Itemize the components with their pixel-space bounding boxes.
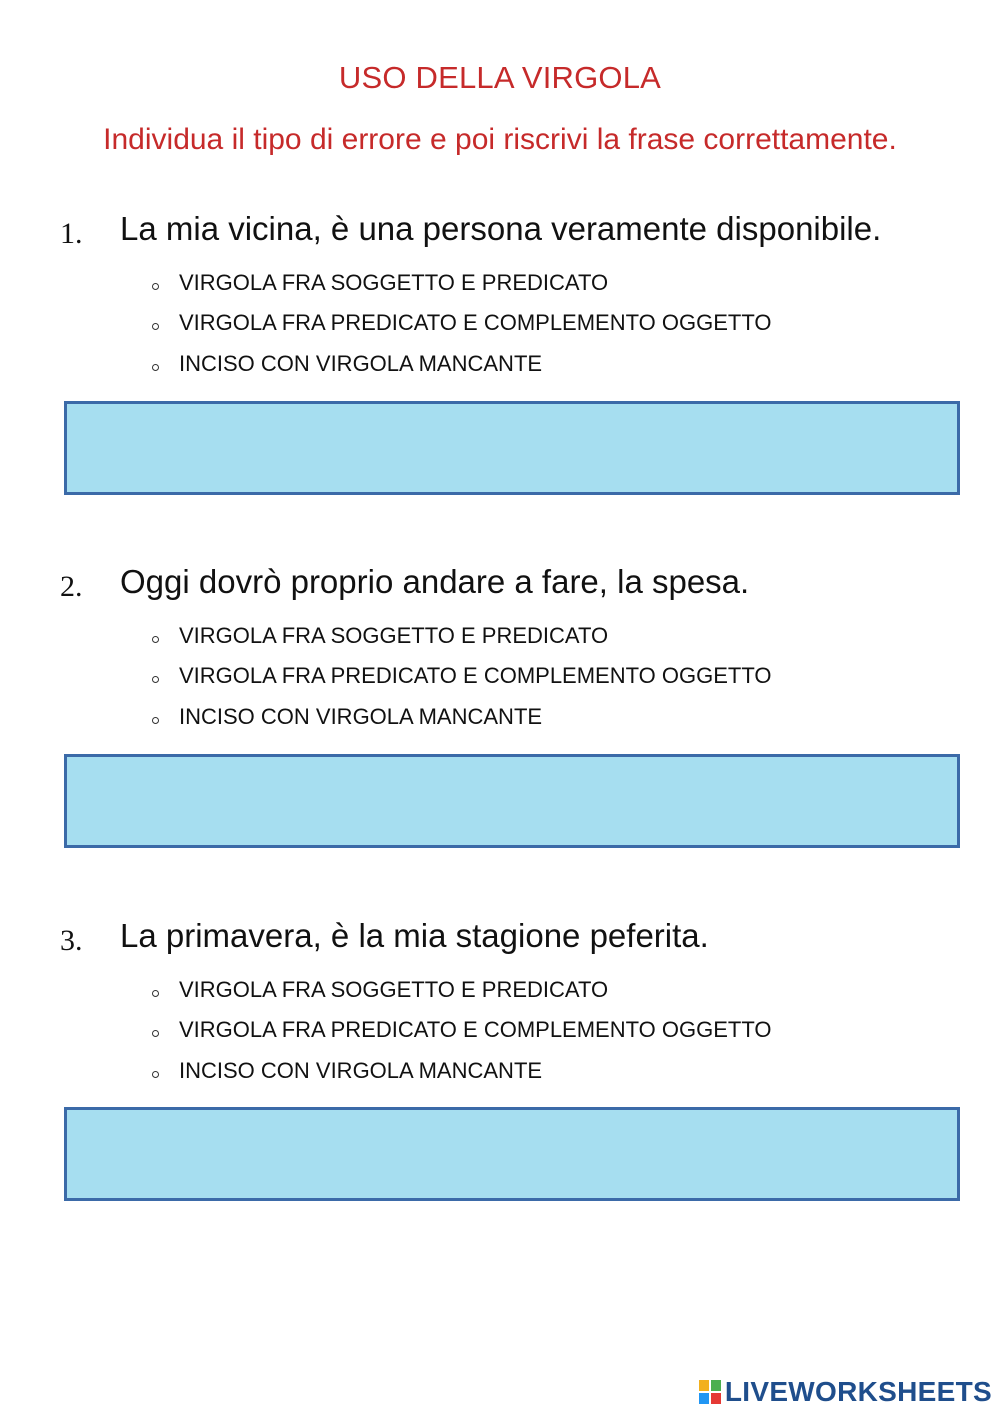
radio-circle-icon[interactable] [152,1030,159,1037]
brand-name: LIVEWORKSHEETS [724,1376,992,1407]
radio-circle-icon[interactable] [152,717,159,724]
worksheet-title: USO DELLA VIRGOLA [338,60,662,95]
option-item[interactable] [150,349,910,379]
liveworksheets-logo-icon [698,1379,722,1405]
liveworksheets-brand [698,1376,992,1408]
option-label: INCISO CON VIRGOLA MANCANTE [179,1058,543,1083]
question-number: 2. [60,570,83,603]
radio-circle-icon[interactable] [152,323,159,330]
answer-input-2[interactable] [64,754,960,848]
option-label: INCISO CON VIRGOLA MANCANTE [179,351,543,376]
worksheet-instruction: Individua il tipo di errore e poi riscrivi la frase correttamente. [103,123,897,156]
radio-circle-icon[interactable] [152,364,159,371]
option-item[interactable] [150,1056,910,1086]
radio-circle-icon[interactable] [152,990,159,997]
option-label: VIRGOLA FRA PREDICATO E COMPLEMENTO OGGETTO [179,1017,772,1042]
option-label: VIRGOLA FRA SOGGETTO E PREDICATO [179,623,609,648]
option-label: VIRGOLA FRA PREDICATO E COMPLEMENTO OGGETTO [179,310,772,335]
radio-circle-icon[interactable] [152,283,159,290]
question-sentence: La primavera, è la mia stagione peferita. [120,917,709,954]
option-label: INCISO CON VIRGOLA MANCANTE [179,704,543,729]
radio-circle-icon[interactable] [152,1071,159,1078]
question-number: 1. [60,217,83,250]
option-item[interactable] [150,661,910,691]
option-item[interactable] [150,1015,910,1045]
option-label: VIRGOLA FRA SOGGETTO E PREDICATO [179,270,609,295]
option-item[interactable] [150,308,910,338]
question-sentence: La mia vicina, è una persona veramente disponibile. [120,210,882,247]
question-number: 3. [60,924,83,957]
option-item[interactable] [150,975,910,1005]
radio-circle-icon[interactable] [152,676,159,683]
question-sentence: Oggi dovrò proprio andare a fare, la spesa. [120,563,750,600]
answer-input-1[interactable] [64,401,960,495]
answer-input-3[interactable] [64,1107,960,1201]
option-item[interactable] [150,621,910,651]
option-item[interactable] [150,268,910,298]
radio-circle-icon[interactable] [152,636,159,643]
option-label: VIRGOLA FRA PREDICATO E COMPLEMENTO OGGETTO [179,663,772,688]
option-label: VIRGOLA FRA SOGGETTO E PREDICATO [179,977,609,1002]
option-item[interactable] [150,702,910,732]
